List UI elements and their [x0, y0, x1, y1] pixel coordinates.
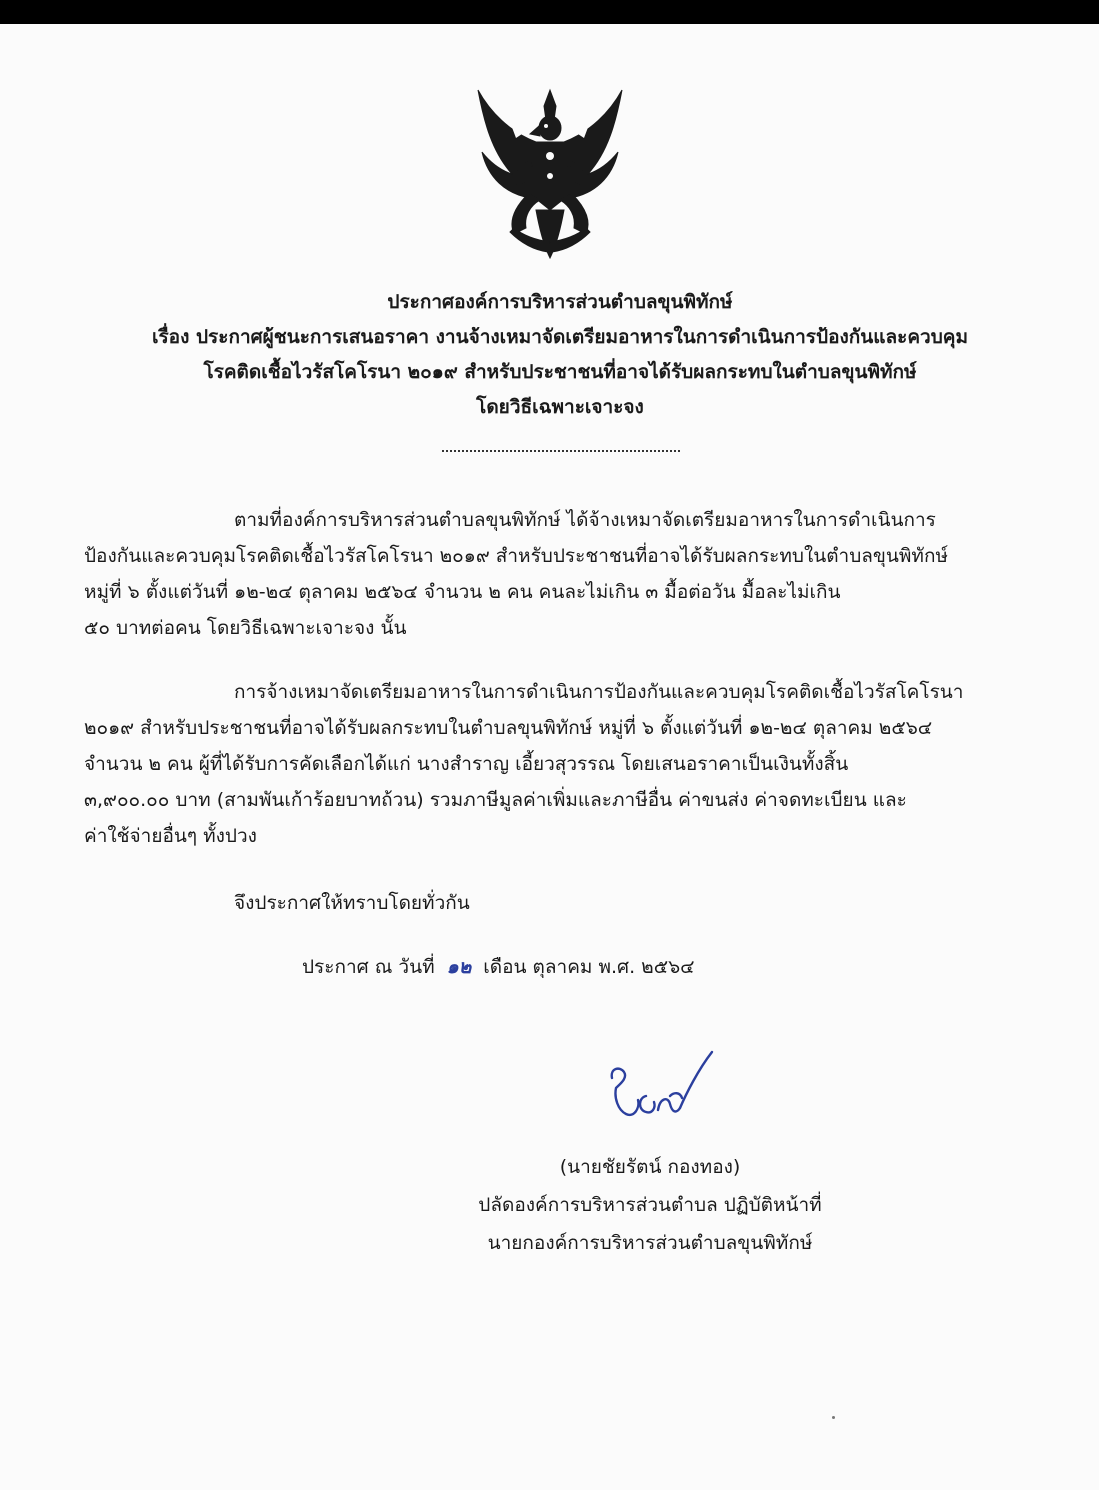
header-divider [442, 450, 680, 452]
top-black-bar [0, 0, 1099, 24]
header-subject: เรื่อง ประกาศผู้ชนะการเสนอราคา งานจ้างเหมาจัดเตรียมอาหารในการดำเนินการป้องกันและควบคุม [151, 326, 969, 348]
header-title: ประกาศองค์การบริหารส่วนตำบลขุนพิทักษ์ [387, 291, 733, 313]
date-day-handwritten: ๑๒ [446, 956, 472, 978]
garuda-emblem-icon [470, 82, 630, 262]
announcement-header [60, 285, 1060, 425]
paragraph-line: หมู่ที่ ๖ ตั้งแต่วันที่ ๑๒-๒๔ ตุลาคม ๒๕๖๔ จำนวน ๒ คน คนละไม่เกิน ๓ มื้อต่อวัน มื้อละไม่เกิน [84, 581, 841, 603]
paragraph-line: ๒๐๑๙ สำหรับประชาชนที่อาจได้รับผลกระทบในตำบลขุนพิทักษ์ หมู่ที่ ๖ ตั้งแต่วันที่ ๑๒-๒๔ ตุลาคม ๒๕๖๔ [84, 717, 933, 739]
closing-statement: จึงประกาศให้ทราบโดยทั่วกัน [234, 892, 470, 914]
paragraph-line: ๓,๙๐๐.๐๐ บาท (สามพันเก้าร้อยบาทถ้วน) รวมภาษีมูลค่าเพิ่มและภาษีอื่น ค่าขนส่ง ค่าจดทะเบียน และ [84, 789, 907, 811]
date-suffix: เดือน ตุลาคม พ.ศ. ๒๕๖๔ [483, 956, 695, 978]
date-prefix: ประกาศ ณ วันที่ [302, 956, 435, 978]
handwritten-signature [604, 1048, 724, 1132]
paragraph-background [84, 502, 1044, 646]
signatory-position: ปลัดองค์การบริหารส่วนตำบล ปฏิบัติหน้าที่ [478, 1194, 822, 1216]
paragraph-line: ป้องกันและควบคุมโรคติดเชื้อไวรัสโคโรนา ๒๐๑๙ สำหรับประชาชนที่อาจได้รับผลกระทบในตำบลขุนพิทักษ์ [84, 545, 948, 567]
paragraph-line: การจ้างเหมาจัดเตรียมอาหารในการดำเนินการป้องกันและควบคุมโรคติดเชื้อไวรัสโคโรนา [234, 681, 964, 703]
announcement-date [302, 952, 695, 982]
paragraph-line: ตามที่องค์การบริหารส่วนตำบลขุนพิทักษ์ ได้จ้างเหมาจัดเตรียมอาหารในการดำเนินการ [234, 509, 936, 531]
header-method: โดยวิธีเฉพาะเจาะจง [476, 396, 644, 418]
paragraph-line: ค่าใช้จ่ายอื่นๆ ทั้งปวง [84, 825, 257, 847]
scan-speck [832, 1416, 835, 1419]
paragraph-line: ๕๐ บาทต่อคน โดยวิธีเฉพาะเจาะจง นั้น [84, 617, 407, 639]
paragraph-winner [84, 674, 1044, 854]
paragraph-line: จำนวน ๒ คน ผู้ที่ได้รับการคัดเลือกได้แก่ นางสำราญ เอี้ยวสุวรรณ โดยเสนอราคาเป็นเงินทั้งสิ้น [84, 753, 849, 775]
signatory-name: (นายชัยรัตน์ กองทอง) [559, 1156, 741, 1178]
header-subject-cont: โรคติดเชื้อไวรัสโคโรนา ๒๐๑๙ สำหรับประชาชนที่อาจได้รับผลกระทบในตำบลขุนพิทักษ์ [203, 361, 917, 383]
signatory-block [420, 1148, 880, 1262]
signatory-position-acting: นายกองค์การบริหารส่วนตำบลขุนพิทักษ์ [487, 1232, 813, 1254]
